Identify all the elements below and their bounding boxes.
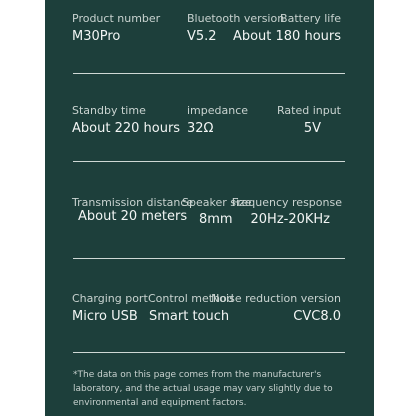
frequency-response-value: 20Hz-20KHz: [250, 212, 330, 227]
noise-reduction-label: Noise reduction version: [211, 292, 341, 305]
charging-port-value: Micro USB: [72, 309, 138, 324]
disclaimer-footnote: *The data on this page comes from the manufacturer's laboratory, and the actual usage may vary slightly due to environmental and equipment factors.: [73, 370, 333, 408]
speaker-size-label: Speaker size: [182, 196, 252, 209]
standby-time-label: Standby time: [72, 104, 146, 117]
transmission-distance-label: Transmission distance: [72, 196, 194, 209]
product-number-value: M30Pro: [72, 29, 121, 44]
battery-life-label: Battery life: [280, 12, 341, 25]
standby-time-value: About 220 hours: [72, 121, 181, 136]
transmission-distance-value: About 20 meters: [78, 209, 188, 224]
spec-panel: [45, 0, 374, 416]
divider: [73, 73, 345, 74]
speaker-size-value: 8mm: [199, 212, 233, 227]
impedance-value: 32Ω: [187, 121, 214, 136]
rated-input-value: 5V: [303, 121, 321, 136]
product-number-label: Product number: [72, 12, 161, 25]
frequency-response-label: Frequency response: [231, 196, 342, 209]
bluetooth-version-label: Bluetooth version: [187, 12, 285, 25]
control-method-label: Control method: [148, 292, 234, 305]
charging-port-label: Charging port: [72, 292, 148, 305]
divider: [73, 161, 345, 162]
battery-life-value: About 180 hours: [232, 29, 341, 44]
rated-input-label: Rated input: [277, 104, 341, 117]
noise-reduction-value: CVC8.0: [293, 309, 341, 324]
impedance-label: impedance: [187, 104, 249, 117]
control-method-value: Smart touch: [149, 309, 230, 324]
divider: [73, 352, 345, 353]
bluetooth-version-value: V5.2: [187, 29, 217, 44]
divider: [73, 258, 345, 259]
